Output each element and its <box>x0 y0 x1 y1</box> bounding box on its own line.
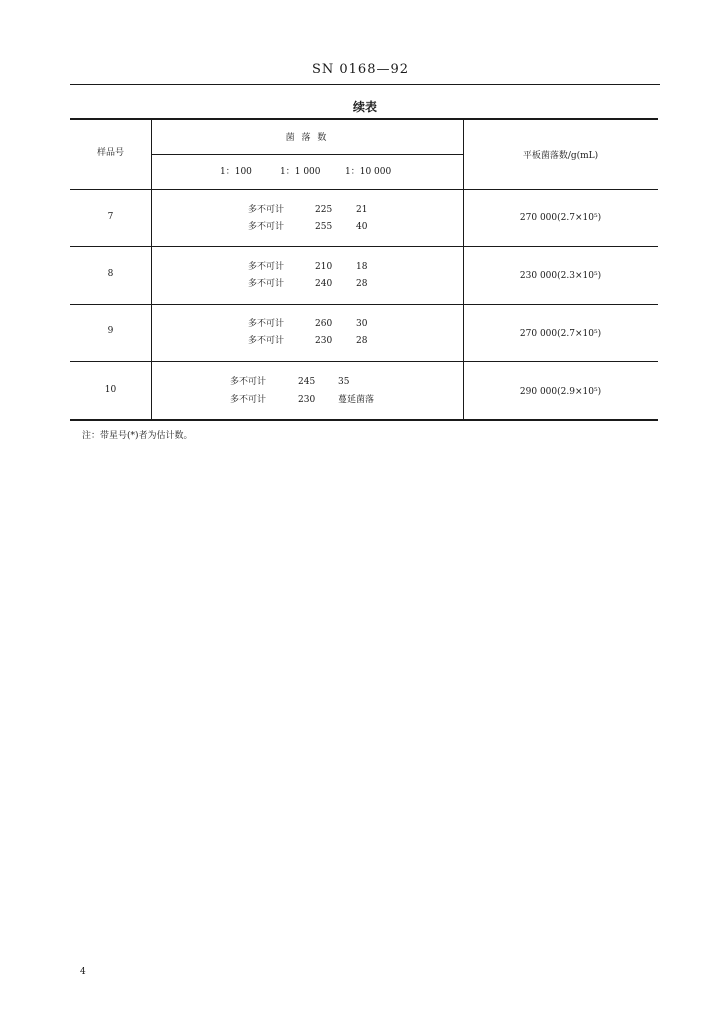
sample-number: 10 <box>104 385 117 395</box>
plate-count: 270 000(2.7×10⁵) <box>519 213 602 223</box>
document-number: SN 0168—92 <box>311 62 410 77</box>
count-cell: 多不可计 <box>248 262 285 272</box>
column-divider <box>463 118 464 420</box>
count-cell: 210 <box>315 262 333 272</box>
row-rule <box>70 304 658 305</box>
count-cell: 230 <box>315 336 333 346</box>
count-cell: 35 <box>338 377 350 387</box>
count-cell: 255 <box>315 222 333 232</box>
header-bottom-rule <box>70 189 658 190</box>
page-number: 4 <box>80 967 86 977</box>
column-header-sample: 样品号 <box>96 148 124 158</box>
count-cell: 18 <box>356 262 368 272</box>
count-cell: 多不可计 <box>230 395 267 405</box>
count-cell: 蔓延菌落 <box>338 395 375 405</box>
count-cell: 多不可计 <box>248 336 285 346</box>
count-cell: 多不可计 <box>248 319 285 329</box>
sample-number: 9 <box>107 326 114 336</box>
count-cell: 230 <box>298 395 316 405</box>
count-cell: 21 <box>356 205 368 215</box>
row-rule <box>70 246 658 247</box>
column-header-colonies: 菌 落 数 <box>285 133 329 143</box>
table-top-rule <box>70 118 658 120</box>
count-cell: 多不可计 <box>248 205 285 215</box>
count-cell: 245 <box>298 377 316 387</box>
column-divider <box>151 118 152 420</box>
dilution-label: 1：1 000 <box>280 167 321 177</box>
count-cell: 多不可计 <box>248 222 285 232</box>
count-cell: 多不可计 <box>230 377 267 387</box>
table-bottom-rule <box>70 419 658 421</box>
header-sub-rule <box>151 154 463 155</box>
sample-number: 8 <box>107 269 114 279</box>
header-rule <box>70 84 660 85</box>
row-rule <box>70 361 658 362</box>
count-cell: 225 <box>315 205 333 215</box>
count-cell: 30 <box>356 319 368 329</box>
count-cell: 40 <box>356 222 368 232</box>
dilution-label: 1：10 000 <box>345 167 392 177</box>
count-cell: 260 <box>315 319 333 329</box>
plate-count: 290 000(2.9×10⁵) <box>519 387 602 397</box>
count-cell: 多不可计 <box>248 279 285 289</box>
count-cell: 240 <box>315 279 333 289</box>
count-cell: 28 <box>356 279 368 289</box>
table-note: 注：带星号(*)者为估计数。 <box>82 431 193 441</box>
count-cell: 28 <box>356 336 368 346</box>
plate-count: 230 000(2.3×10⁵) <box>519 271 602 281</box>
dilution-label: 1：100 <box>220 167 252 177</box>
column-header-plate-count: 平板菌落数/g(mL) <box>522 151 599 161</box>
plate-count: 270 000(2.7×10⁵) <box>519 329 602 339</box>
sample-number: 7 <box>107 212 114 222</box>
table-caption: 续表 <box>352 100 377 114</box>
